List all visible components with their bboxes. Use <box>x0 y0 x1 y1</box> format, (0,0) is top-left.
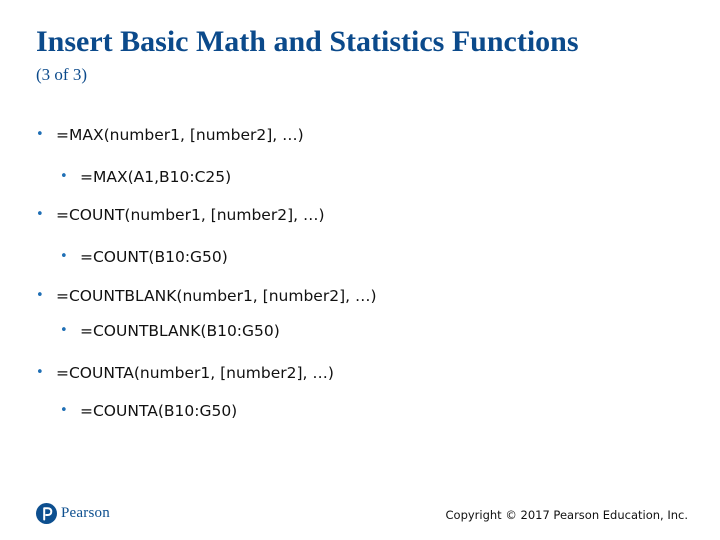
bullet-text: =COUNT(number1, [number2], …) <box>56 206 325 224</box>
bullet-text: =COUNT(B10:G50) <box>80 248 228 266</box>
slide-subtitle: (3 of 3) <box>36 65 87 84</box>
bullet-text: =COUNTBLANK(number1, [number2], …) <box>56 287 377 305</box>
bullet-icon: • <box>36 127 44 142</box>
pearson-logo-text: Pearson <box>61 504 110 521</box>
bullet-icon: • <box>36 365 44 380</box>
pearson-logo-icon <box>36 503 57 524</box>
bullet-text: =COUNTBLANK(B10:G50) <box>80 322 280 340</box>
slide-title: Insert Basic Math and Statistics Functions <box>36 25 579 58</box>
bullet-icon: • <box>36 288 44 303</box>
copyright-notice: Copyright © 2017 Pearson Education, Inc. <box>445 508 688 522</box>
bullet-icon: • <box>60 249 68 264</box>
bullet-text: =COUNTA(number1, [number2], …) <box>56 364 334 382</box>
bullet-text: =MAX(A1,B10:C25) <box>80 168 232 186</box>
bullet-icon: • <box>36 207 44 222</box>
bullet-text: =COUNTA(B10:G50) <box>80 402 238 420</box>
bullet-icon: • <box>60 169 68 184</box>
bullet-text: =MAX(number1, [number2], …) <box>56 126 304 144</box>
bullet-icon: • <box>60 403 68 418</box>
pearson-logo <box>36 502 110 524</box>
bullet-icon: • <box>60 323 68 338</box>
